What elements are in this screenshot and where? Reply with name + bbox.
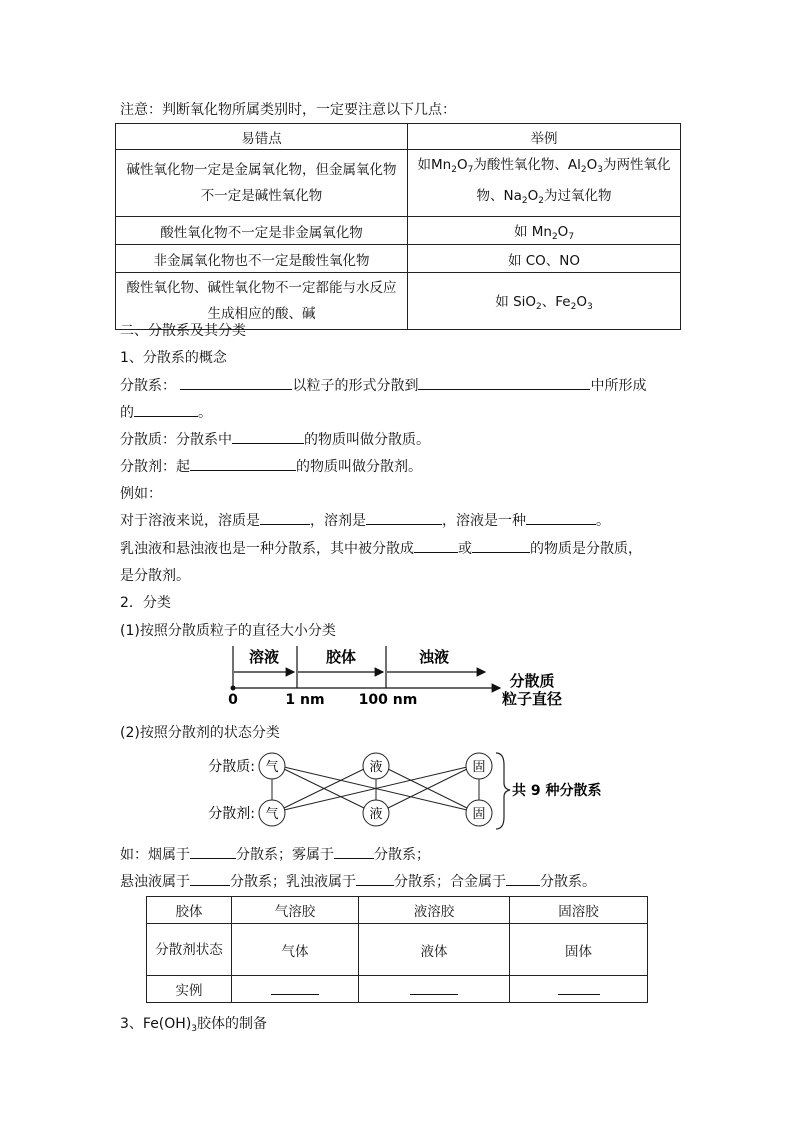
segment-label: 浊液: [418, 648, 450, 666]
fill-blank[interactable]: [356, 871, 394, 886]
emulsion-line: 乳浊液和悬浊液也是一种分散系，其中被分散成 或 的物质是分散质，: [120, 538, 642, 558]
tick-label: 100 nm: [358, 692, 418, 708]
example-text: 如$Mn_2O_7$为酸性氧化物、$Al_2O_3$为两性氧化物、$Na_2O_2$为过氧化物: [417, 157, 671, 206]
table-cell: 非金属氧化物也不一定是酸性氧化物: [116, 245, 408, 273]
example-label: 例如：: [120, 486, 162, 502]
fill-blank[interactable]: [180, 375, 292, 390]
dispersion-system-line2: 的 。: [120, 402, 212, 422]
state-label: 固: [472, 807, 486, 822]
state-label: 液: [369, 760, 383, 775]
table-cell: 酸性氧化物不一定是非金属氧化物: [116, 217, 408, 245]
brace-icon: [496, 753, 510, 829]
solution-line: 对于溶液来说，溶质是 ，溶剂是 ，溶液是一种 。: [120, 510, 610, 530]
fill-blank[interactable]: [472, 538, 530, 553]
origin-dot: [231, 686, 236, 691]
dispersed-phase-line: 分散质：分散系中 的物质叫做分散质。: [120, 429, 430, 449]
fill-blank[interactable]: [190, 844, 236, 859]
state-label: 液: [369, 807, 383, 822]
fill-blank[interactable]: [134, 402, 198, 417]
table-cell: 固体: [510, 924, 648, 976]
table-header: 固溶胶: [510, 897, 648, 924]
fill-blank[interactable]: [418, 375, 590, 390]
class2-title: (2)按照分散剂的状态分类: [120, 725, 280, 741]
table-cell: 液体: [359, 924, 510, 976]
dispersant-line: 分散剂：起 的物质叫做分散剂。: [120, 456, 422, 476]
segment-label: 胶体: [325, 648, 357, 666]
table-cell: 气体: [232, 924, 359, 976]
fill-line2: 悬浊液属于 分散系；乳浊液属于 分散系；合金属于 分散系。: [120, 871, 596, 891]
fill-blank[interactable]: [232, 429, 304, 444]
tick-label: 0: [228, 692, 238, 708]
tick-label: 1 nm: [285, 692, 325, 708]
fill-blank[interactable]: [558, 980, 600, 995]
fill-blank[interactable]: [260, 510, 310, 525]
brace-label: 共 9 种分散系: [512, 783, 602, 799]
dispersion-system-line: 分散系： 以粒子的形式分散到 中所形成: [120, 375, 646, 395]
state-diagram: [0, 745, 794, 835]
axis-label: 分散质: [509, 672, 555, 690]
state-label: 气: [265, 807, 279, 822]
table-cell: 碱性氧化物一定是金属氧化物，但金属氧化物不一定是碱性氧化物: [116, 150, 408, 217]
table-cell: [510, 976, 648, 1003]
fill-blank[interactable]: [526, 510, 596, 525]
colloid-table: [146, 896, 648, 1003]
table-cell: 如 SiO$_2$、$Fe_2O_3$: [408, 273, 681, 330]
sub2-title: 2．分类: [120, 595, 171, 611]
table-header: 易错点: [116, 124, 408, 150]
table-cell: [359, 976, 510, 1003]
size-diagram: [0, 640, 794, 710]
note-title: 注意：判断氧化物所属类别时，一定要注意以下几点：: [120, 102, 456, 118]
table-header: 液溶胶: [359, 897, 510, 924]
sub3-title: 3、$Fe(OH)_3$胶体的制备: [120, 1016, 268, 1034]
table-cell: 实例: [147, 976, 232, 1003]
table-header: 气溶胶: [232, 897, 359, 924]
fill-blank[interactable]: [190, 871, 230, 886]
table-cell: 酸性氧化物、碱性氧化物不一定都能与水反应生成相应的酸、碱: [116, 273, 408, 330]
table-cell: 如 CO、NO: [408, 245, 681, 273]
state-label: 固: [472, 760, 486, 775]
class1-title: (1)按照分散质粒子的直径大小分类: [120, 623, 336, 639]
fill-blank[interactable]: [366, 510, 442, 525]
row-label: 分散剂:: [208, 806, 255, 822]
fill-blank[interactable]: [190, 456, 296, 471]
state-label: 气: [265, 760, 279, 775]
fill-line1: 如：烟属于 分散系；雾属于 分散系；: [120, 844, 430, 864]
section2-title: 二、分散系及其分类: [120, 323, 246, 339]
axis-label: 粒子直径: [501, 690, 563, 708]
table-header: 举例: [408, 124, 681, 150]
sub1-title: 1、分散系的概念: [120, 350, 227, 366]
fill-blank[interactable]: [271, 980, 319, 995]
table-cell: 分散剂状态: [147, 924, 232, 976]
table-cell: [232, 976, 359, 1003]
oxide-table: [115, 123, 681, 330]
table-header: 胶体: [147, 897, 232, 924]
segment-label: 溶液: [248, 648, 280, 666]
table-cell: [408, 150, 681, 217]
emulsion-line2: 是分散剂。: [120, 568, 190, 584]
fill-blank[interactable]: [414, 538, 458, 553]
row-label: 分散质:: [208, 759, 255, 775]
fill-blank[interactable]: [334, 844, 374, 859]
fill-blank[interactable]: [506, 871, 540, 886]
table-cell: 如 $Mn_2O_7$: [408, 217, 681, 245]
fill-blank[interactable]: [410, 980, 458, 995]
